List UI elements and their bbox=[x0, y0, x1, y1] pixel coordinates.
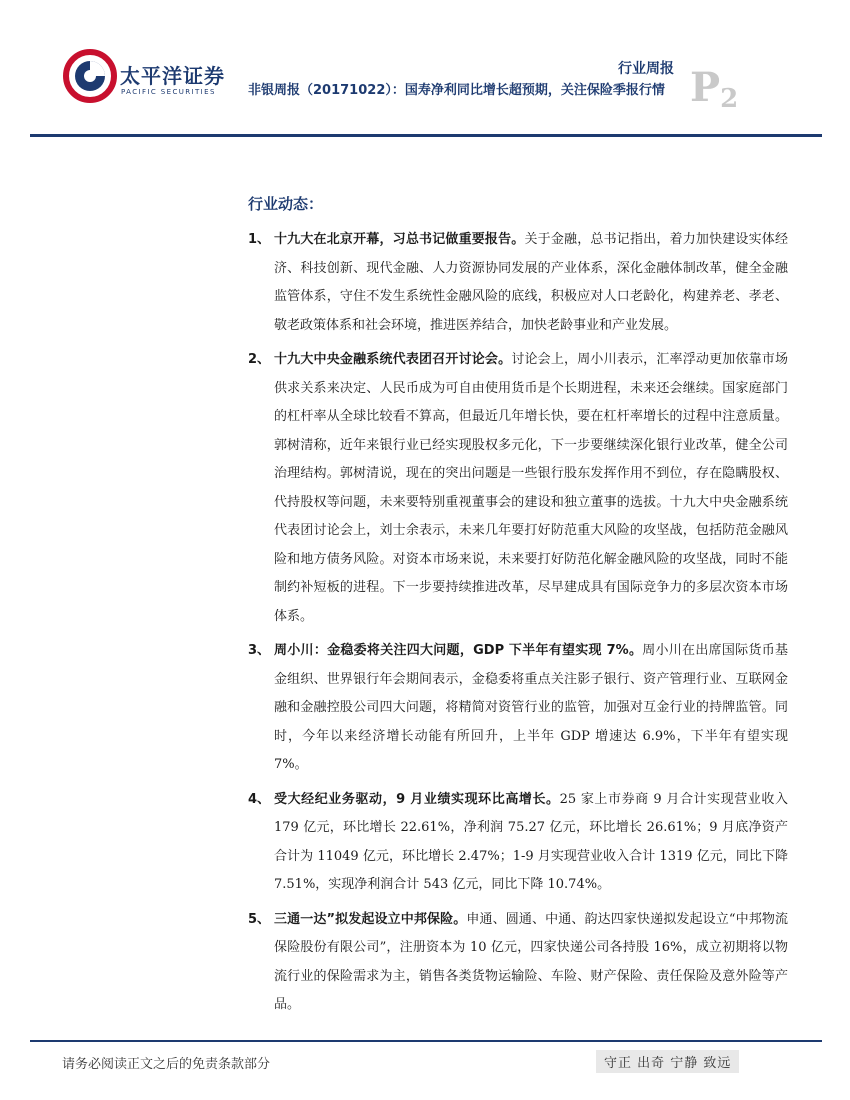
item-text bbox=[274, 637, 788, 780]
news-item bbox=[248, 226, 788, 340]
item-text bbox=[274, 786, 788, 900]
item-number: 2、 bbox=[248, 352, 271, 367]
item-body: 25 家上市券商 9 月合计实现营业收入 179 亿元，环比增长 22.61%，净利润 75.27 亿元，环比增长 26.61%；9 月底净资产合计为 11049 亿元，环比增长 2.47%；1-9 月实现营业收入合计 1319 亿元，同比下降 7.51%，实现净利润合计 543 亿元，同比下降 10.74%。 bbox=[274, 791, 788, 892]
footer-divider bbox=[30, 1040, 822, 1042]
page-header bbox=[0, 0, 850, 140]
item-number: 5、 bbox=[248, 911, 271, 927]
item-headline: 十九大中央金融系统代表团召开讨论会。 bbox=[274, 352, 512, 367]
main-content bbox=[248, 193, 788, 1026]
logo-english-name: PACIFIC SECURITIES bbox=[121, 88, 216, 96]
item-number: 1、 bbox=[248, 232, 271, 247]
item-body: 讨论会上，周小川表示，汇率浮动更加依靠市场供求关系来决定、人民币成为可自由使用货币是个长期进程，未来还会继续。国家庭部门的杠杆率从全球比较看不算高，但最近几年增长快，要在杠杆率增长的过程中注意质量。郭树清称，近年来银行业已经实现股权多元化，下一步要继续深化银行业改革，健全公司治理结构。郭树清说，现在的突出问题是一些银行股东发挥作用不到位，存在隐瞒股权、代持股权等问题，未来要特别重视董事会的建设和独立董事的选拔。十九大中央金融系统代表团讨论会上，刘士余表示，未来几年要打好防范重大风险的攻坚战，包括防范金融风险和地方债务风险。对资本市场来说，未来要打好防范化解金融风险的攻坚战，同时不能制约补短板的进程。下一步要持续推进改革，尽早建成具有国际竞争力的多层次资本市场体系。 bbox=[274, 352, 788, 624]
news-item bbox=[248, 346, 788, 631]
section-heading: 行业动态： bbox=[248, 195, 324, 213]
page-number bbox=[690, 64, 739, 114]
logo-chinese-name: 太平洋证券 bbox=[120, 64, 225, 88]
news-item bbox=[248, 906, 788, 1020]
item-body: 周小川在出席国际货币基金组织、世界银行年会期间表示，金稳委将重点关注影子银行、资产管理行业、互联网金融和金融控股公司四大问题，将精简对资管行业的监管，加强对互金行业的持牌监管。同时，今年以来经济增长动能有所回升，上半年 GDP 增速达 6.9%，下半年有望实现 7%。 bbox=[274, 643, 788, 772]
footer-motto: 守正 出奇 宁静 致远 bbox=[596, 1050, 739, 1073]
item-headline: 三通一达”拟发起设立中邦保险。 bbox=[274, 911, 467, 927]
header-divider bbox=[30, 134, 822, 137]
item-text bbox=[274, 906, 788, 1020]
news-item bbox=[248, 786, 788, 900]
document-title: 非银周报（20171022）：国寿净利同比增长超预期，关注保险季报行情 bbox=[248, 83, 665, 98]
page-letter: P bbox=[690, 64, 721, 111]
item-body: 关于金融，总书记指出，着力加快建设实体经济、科技创新、现代金融、人力资源协同发展的产业体系，深化金融体制改革，健全金融监管体系，守住不发生系统性金融风险的底线，积极应对人口老龄化，构建养老、孝老、敬老政策体系和社会环境，推进医养结合，加快老龄事业和产业发展。 bbox=[274, 232, 788, 333]
news-item bbox=[248, 637, 788, 780]
document-type: 行业周报 bbox=[618, 61, 674, 77]
item-headline: 周小川：金稳委将关注四大问题，GDP 下半年有望实现 7%。 bbox=[274, 643, 643, 658]
item-number: 3、 bbox=[248, 643, 271, 658]
item-headline: 十九大在北京开幕，习总书记做重要报告。 bbox=[274, 232, 525, 247]
pacific-securities-logo-icon bbox=[60, 46, 120, 106]
footer-disclaimer: 请务必阅读正文之后的免责条款部分 bbox=[62, 1057, 271, 1072]
item-text bbox=[274, 346, 788, 631]
item-headline: 受大经纪业务驱动，9 月业绩实现环比高增长。 bbox=[274, 791, 560, 807]
item-body: 申通、圆通、中通、韵达四家快递拟发起设立“中邦物流保险股份有限公司”，注册资本为 10 亿元，四家快递公司各持股 16%，成立初期将以物流行业的保险需求为主，销售各类货物运输险、车险、财产保险、责任保险及意外险等产品。 bbox=[274, 911, 788, 1012]
page-digit: 2 bbox=[720, 84, 739, 114]
item-number: 4、 bbox=[248, 791, 271, 807]
item-text bbox=[274, 226, 788, 340]
